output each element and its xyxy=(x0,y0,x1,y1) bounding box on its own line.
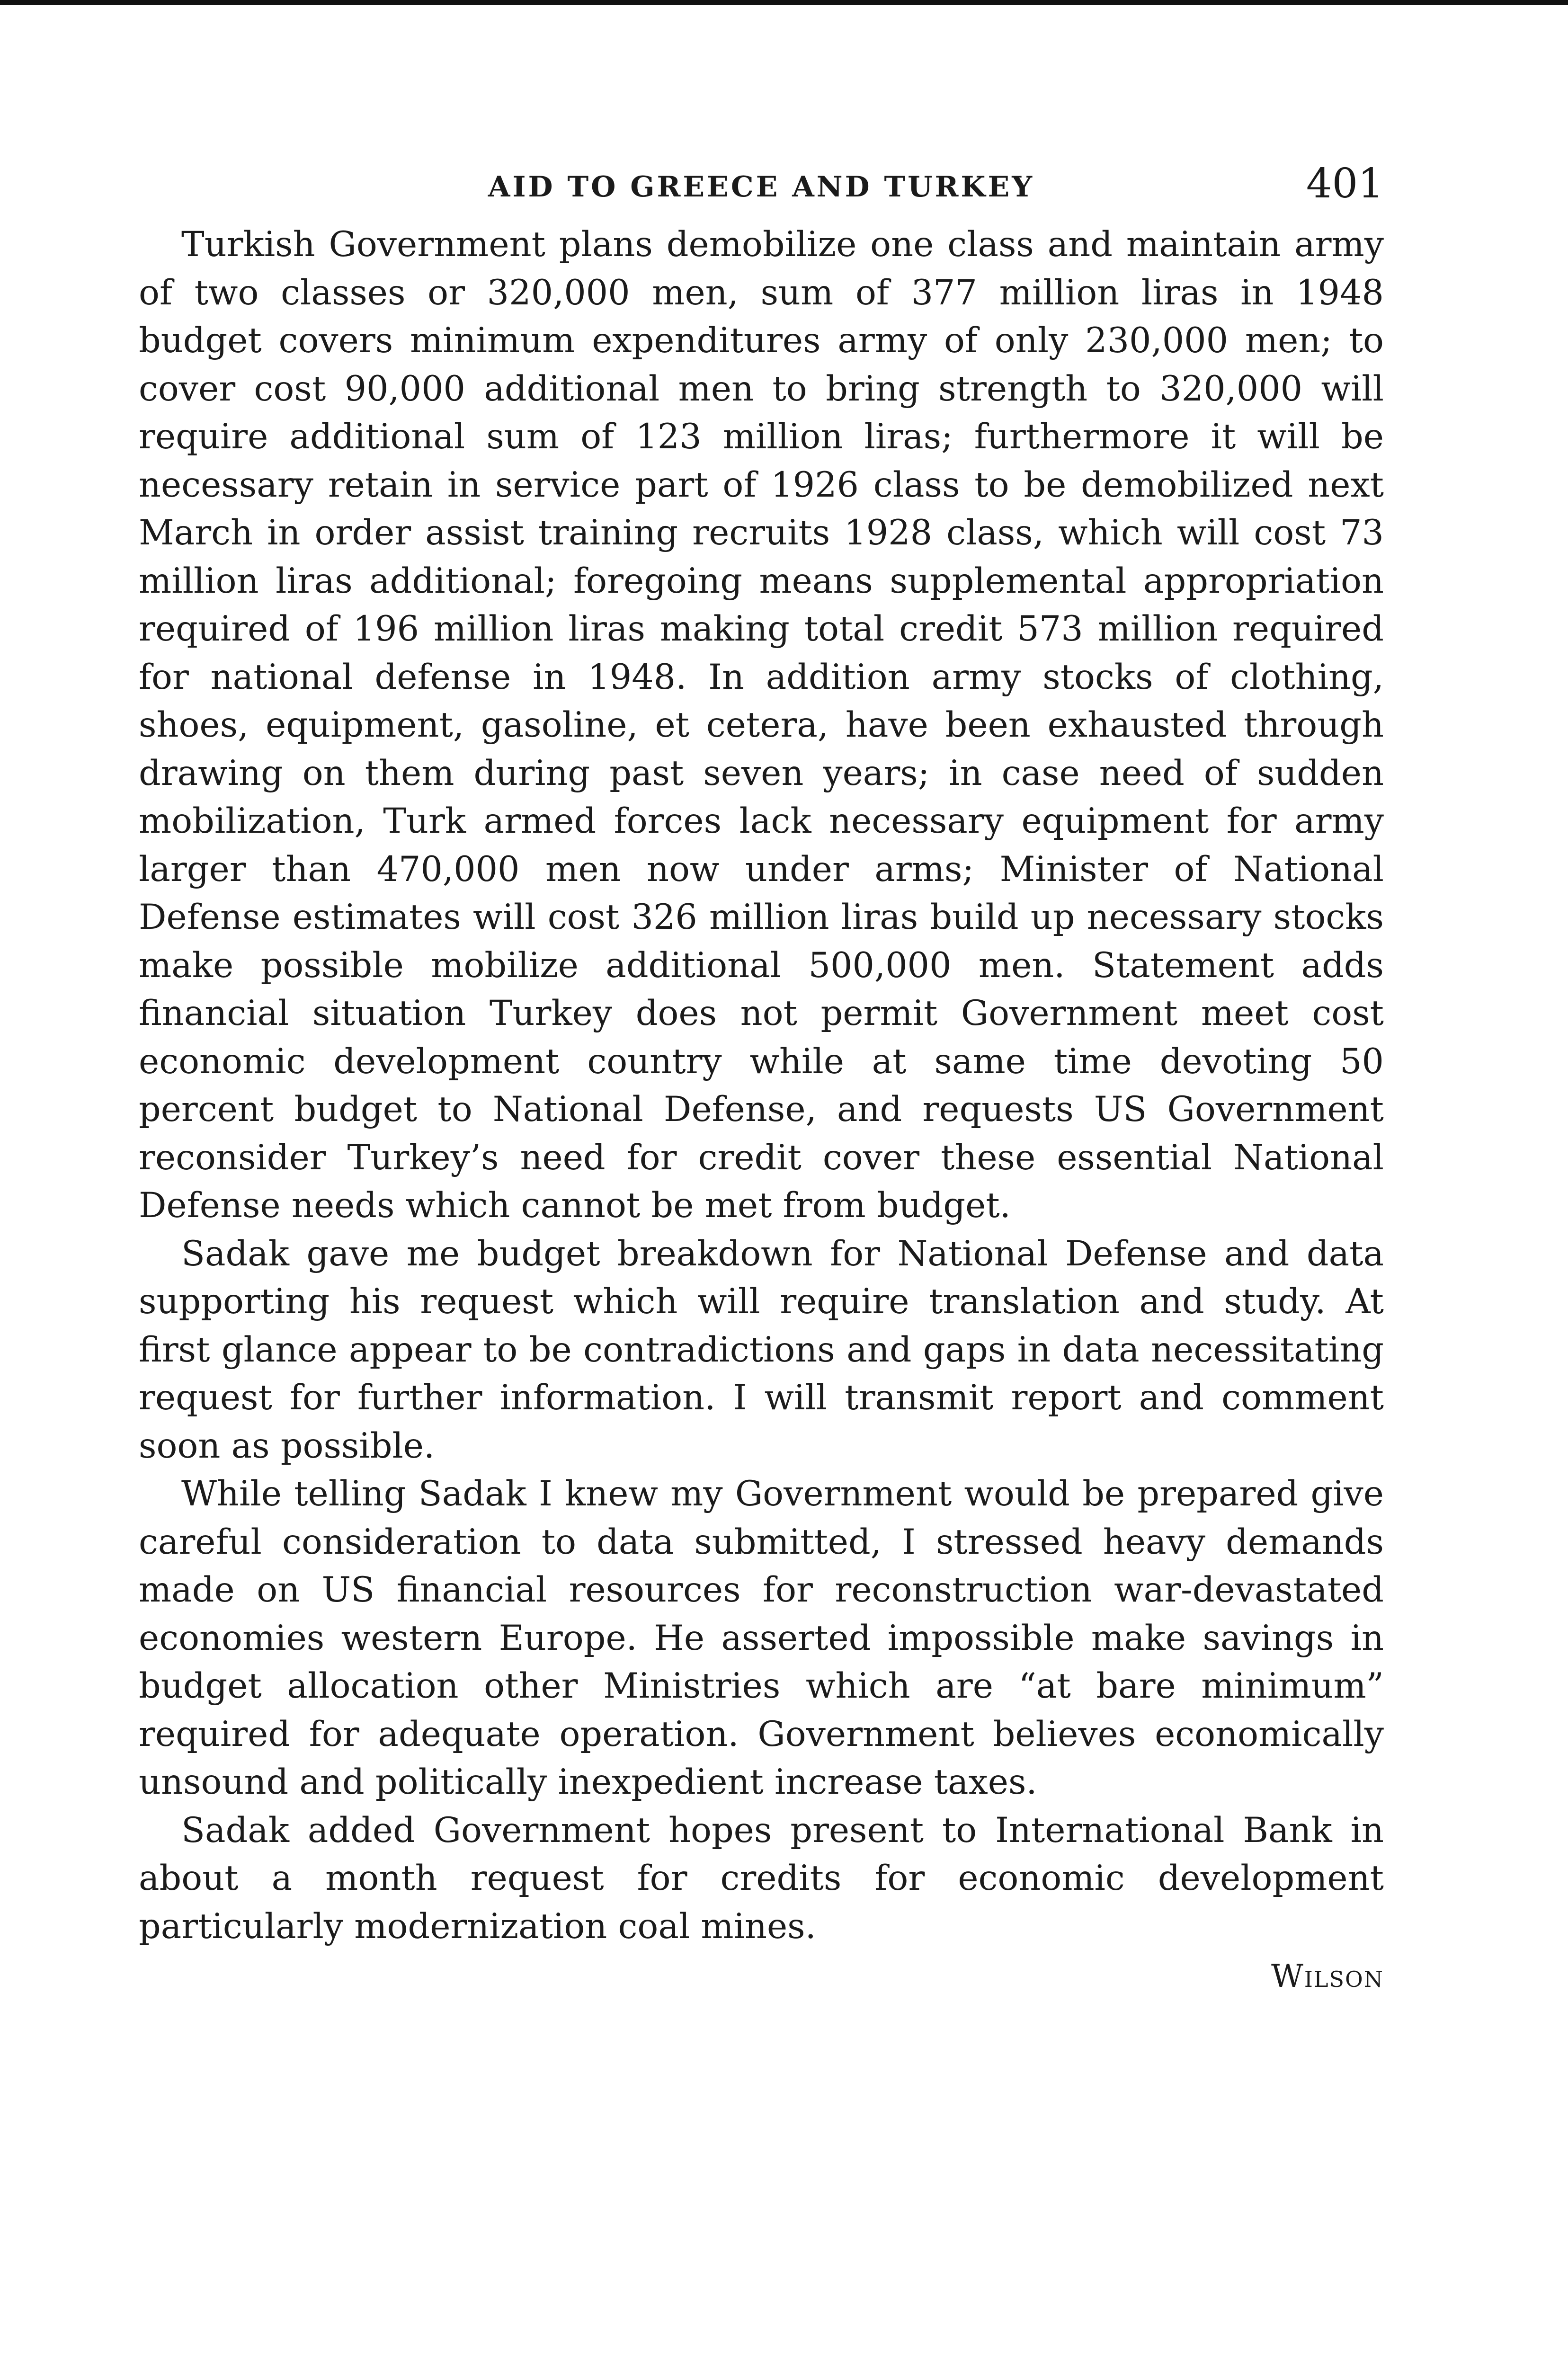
page-top-rule xyxy=(0,0,1568,5)
document-page xyxy=(139,156,1384,1994)
running-title: AID TO GREECE AND TURKEY xyxy=(488,170,1035,204)
paragraph: Sadak gave me budget breakdown for National Defense and data supporting his request which will require translation and study. At first glance appear to be contradictions and gaps in data necessitating request for further information. I will transmit report and comment soon as possible. xyxy=(139,1233,1384,1466)
paragraph: While telling Sadak I knew my Government would be prepared give careful consideration to data submitted, I stressed heavy demands made on US financial resources for reconstruction war-devastated economies western Europe. He asserted impossible make savings in budget allocation other Ministries which are “at bare minimum” required for adequate operation. Government believes economically unsound and politically inexpedient increase taxes. xyxy=(139,1474,1384,1802)
page-number: 401 xyxy=(1306,160,1384,207)
signature: Wilson xyxy=(1271,1958,1384,1994)
body-text xyxy=(139,221,1384,1994)
paragraph: Turkish Government plans demobilize one class and maintain army of two classes or 320,000 men, sum of 377 million liras in 1948 budget covers minimum expenditures army of only 230,000 men; to cover cost 90,000 additional men to bring strength to 320,000 will require additional sum of 123 million liras; furthermore it will be necessary retain in service part of 1926 class to be demobilized next March in order assist training recruits 1928 class, which will cost 73 million liras additional; foregoing means supplemental appropriation required of 196 million liras making total credit 573 million required for national defense in 1948. In addition army stocks of clothing, shoes, equipment, gasoline, et cetera, have been exhausted through drawing on them during past seven years; in case need of sudden mobilization, Turk armed forces lack necessary equipment for army larger than 470,000 men now under arms; Minister of National Defense estimates will cost 326 million liras build up necessary stocks make possible mobilize additional 500,000 men. Statement adds financial situation Turkey does not permit Government meet cost economic development country while at same time devoting 50 percent budget to National Defense, and requests US Government reconsider Turkey’s need for credit cover these essential National Defense needs which cannot be met from budget. xyxy=(139,224,1384,1226)
paragraph: Sadak added Government hopes present to International Bank in about a month request for credits for economic development particularly modernization coal mines. xyxy=(139,1810,1384,1947)
running-head xyxy=(139,156,1384,208)
